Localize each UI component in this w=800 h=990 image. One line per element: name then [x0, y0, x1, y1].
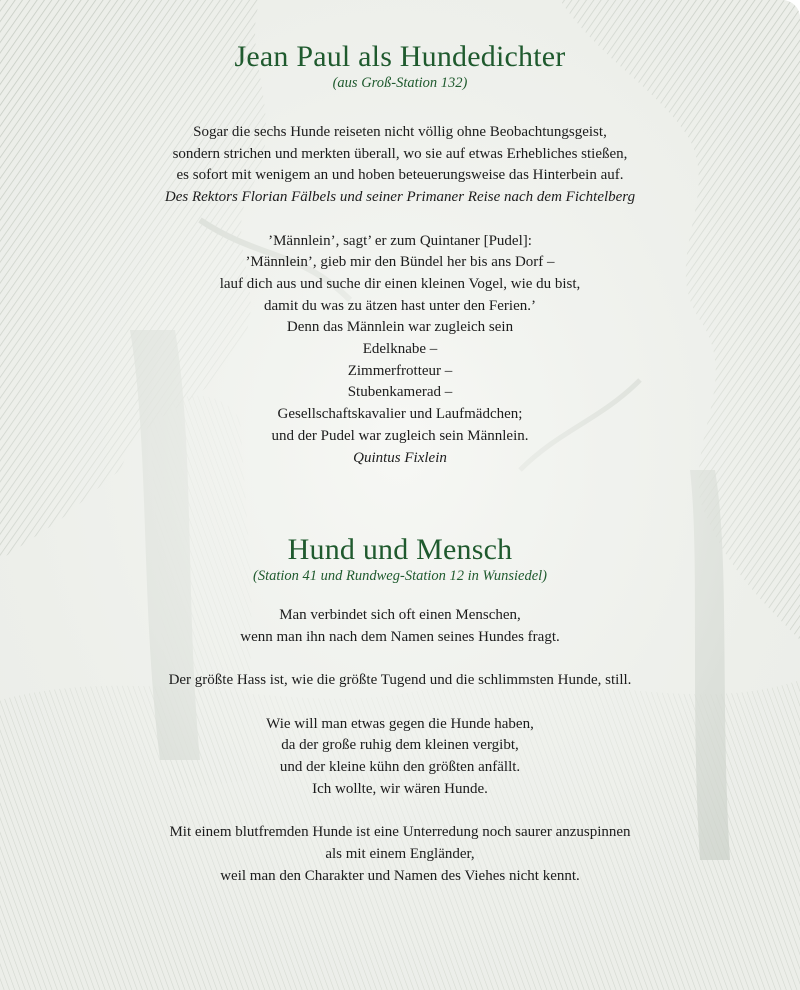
quote-line: Denn das Männlein war zugleich sein	[286, 319, 514, 336]
quote-source: Quintus Fixlein	[353, 449, 447, 466]
section-title-jean-paul: Jean Paul als Hundedichter	[234, 40, 566, 73]
quote-line: Wie will man etwas gegen die Hunde haben,	[266, 715, 534, 732]
quote-line: Gesellschaftskavalier und Laufmädchen;	[277, 406, 523, 423]
quote-line: Mit einem blutfremden Hunde ist eine Unterredung noch saurer anzuspinnen	[169, 824, 631, 841]
quote-line: damit du was zu ätzen hast unter den Ferien.’	[264, 297, 536, 314]
quote-source: Des Rektors Florian Fälbels und seiner Primaner Reise nach dem Fichtelberg	[164, 189, 636, 206]
section-subtitle-station-41: (Station 41 und Rundweg-Station 12 in Wunsiedel)	[252, 568, 547, 585]
quote-line: ’Männlein’, sagt’ er zum Quintaner [Pudel]:	[268, 232, 532, 249]
quote-line: Stubenkamerad –	[347, 384, 453, 401]
quote-line: es sofort mit wenigem an und hoben beteuerungsweise das Hinterbein auf.	[176, 167, 624, 184]
quote-line: und der kleine kühn den größten anfällt.	[279, 759, 521, 776]
quote-line: wenn man ihn nach dem Namen seines Hundes fragt.	[240, 628, 560, 645]
quote-line: Edelknabe –	[362, 341, 438, 358]
quote-line: als mit einem Engländer,	[325, 845, 475, 862]
quote-line: Sogar die sechs Hunde reiseten nicht völlig ohne Beobachtungsgeist,	[193, 124, 607, 140]
quote-line: Der größte Hass ist, wie die größte Tugend und die schlimmsten Hunde, still.	[168, 672, 632, 689]
section-title-hund-und-mensch: Hund und Mensch	[287, 533, 513, 567]
quote-line: Man verbindet sich oft einen Menschen,	[279, 607, 521, 624]
quote-line: weil man den Charakter und Namen des Viehes nicht kennt.	[220, 867, 580, 884]
quote-line: Zimmerfrotteur –	[347, 362, 453, 379]
quote-line: und der Pudel war zugleich sein Männlein.	[271, 427, 529, 444]
quote-line: da der große ruhig dem kleinen vergibt,	[281, 737, 519, 754]
quote-line: ’Männlein’, gieb mir den Bündel her bis ans Dorf –	[245, 254, 555, 271]
quote-line: lauf dich aus und suche dir einen kleinen Vogel, wie du bist,	[219, 275, 581, 292]
section-subtitle-station-132: (aus Groß-Station 132)	[332, 75, 468, 91]
quote-line: Ich wollte, wir wären Hunde.	[312, 780, 488, 797]
quote-line: sondern strichen und merkten überall, wo sie auf etwas Erhebliches stießen,	[172, 145, 628, 162]
